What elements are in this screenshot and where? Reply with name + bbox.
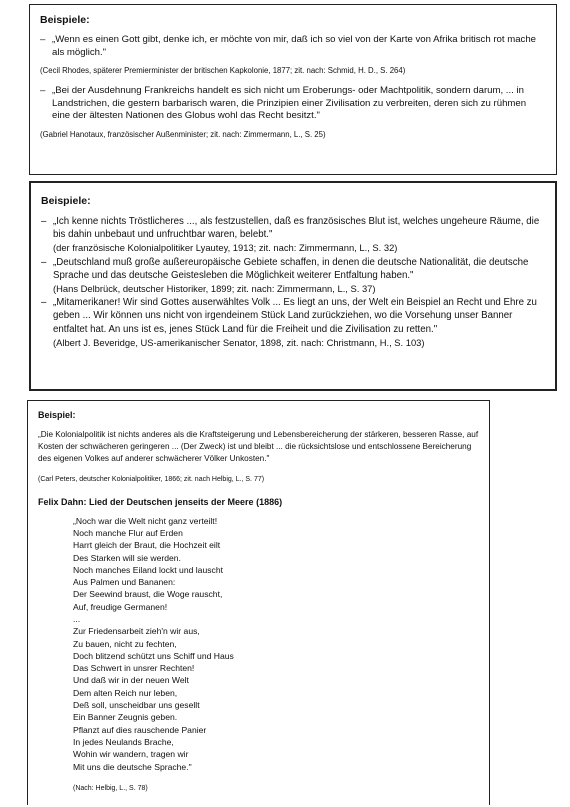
quote-text: „Ich kenne nichts Tröstlicheres ..., als festzustellen, daß es französisches Blut ist, welches ungeheure Räume, die bis dahin unbebaut und unfruchtbar waren, belebt."	[53, 216, 540, 241]
dash: –	[41, 256, 47, 268]
poem-line: Des Starken will sie werden.	[73, 552, 181, 563]
dash: –	[40, 85, 46, 96]
examples-box-2	[29, 181, 557, 391]
poem-source: (Nach: Helbig, L., S. 78)	[73, 784, 148, 792]
poem-line: Noch manche Flur auf Erden	[73, 527, 183, 538]
quote-text: „Mitamerikaner! Wir sind Gottes auserwähltes Volk ... Es liegt an uns, der Welt ein Beispiel an Recht und Ehre zu geben ... Wir können uns nicht von irgendeinem Stück Land zurückziehen, wo die Vorsehung unser Banner entfaltet hat. An uns ist es, jenes Stück Land für die Freiheit und die Zivilisation zu retten."	[53, 297, 537, 335]
poem-line: Der Seewind braust, die Woge rauscht,	[73, 589, 223, 600]
poem	[38, 515, 479, 773]
box3-quote-peters: „Die Kolonialpolitik ist nichts anderes als die Kraftsteigerung und Lebensbereicherung der stärkeren, besseren Rasse, auf Kosten der schwächeren geringeren ... (Der Zweck) ist und bleibt ... die rücksichtslose und entschlossene Bereicherung des eigenen Volkes auf anderer schwächerer Völker Unkosten."	[38, 430, 479, 464]
song-title: Felix Dahn: Lied der Deutschen jenseits der Meere (1886)	[38, 496, 283, 507]
box1-quote-hanotaux	[40, 85, 546, 123]
dash: –	[40, 34, 46, 45]
poem-line: Ein Banner Zeugnis geben.	[73, 712, 178, 723]
box3-heading: Beispiel:	[38, 410, 76, 420]
box1-source-rhodes: (Cecil Rhodes, späterer Premierminister der britischen Kapkolonie, 1877; zit. nach: Schmid, H. D., S. 264)	[40, 66, 406, 75]
poem-line: Noch manches Eiland lockt und lauscht	[73, 564, 223, 575]
box2-quote-lyautey	[41, 215, 545, 256]
box1-heading: Beispiele:	[40, 14, 90, 26]
poem-line: Das Schwert in unsrer Rechten!	[73, 663, 195, 674]
dash: –	[41, 297, 47, 309]
poem-line: Zur Friedensarbeit zieh'n wir aus,	[73, 626, 200, 637]
poem-line: ...	[73, 613, 81, 624]
poem-line: Dem alten Reich nur leben,	[73, 687, 178, 698]
poem-line: Pflanzt auf dies rauschende Panier	[73, 724, 207, 735]
quote-text: „Wenn es einen Gott gibt, denke ich, er möchte von mir, daß ich so viel von der Karte von Afrika britisch rot mache als möglich."	[52, 34, 537, 58]
poem-line: Zu bauen, nicht zu fechten,	[73, 638, 177, 649]
source-text: (Albert J. Beveridge, US-amerikanischer Senator, 1898, zit. nach: Christmann, H., S. 103)	[53, 336, 425, 348]
quote-text: „Deutschland muß große außereuropäische Gebiete schaffen, in denen die deutsche Nationalität, die deutsche Sprache und das deutsche Geistesleben die Möglichkeit weiterer Entfaltung haben."	[53, 256, 529, 281]
poem-line: Wohin wir wandern, tragen wir	[73, 749, 189, 760]
poem-line: Doch blitzend schützt uns Schiff und Haus	[73, 650, 234, 661]
box1-quote-rhodes	[40, 34, 546, 59]
quote-text: „Bei der Ausdehnung Frankreichs handelt es sich nicht um Eroberungs- oder Machtpolitik, sondern darum, ... in Landstrichen, die gestern barbarisch waren, die Prinzipien einer Zivilisation zu verbreiten, deren sich zu rühmen eine der ältesten Nationen des Globus wohl das Recht besitzt."	[52, 85, 527, 121]
example-box-3	[27, 400, 490, 805]
box2-quote-delbrueck	[41, 256, 545, 297]
poem-line: Aus Palmen und Bananen:	[73, 577, 176, 588]
examples-box-1	[29, 4, 557, 175]
poem-line: Und daß wir in der neuen Welt	[73, 675, 189, 686]
box3-source-peters: (Carl Peters, deutscher Kolonialpolitiker, 1866; zit. nach Helbig, L., S. 77)	[38, 475, 265, 483]
box2-quote-beveridge	[41, 296, 545, 350]
poem-line: Mit uns die deutsche Sprache."	[73, 761, 192, 772]
poem-line: Auf, freudige Germanen!	[73, 601, 168, 612]
box2-heading: Beispiele:	[41, 195, 91, 207]
poem-line: Deß soll, unscheidbar uns gesellt	[73, 700, 200, 711]
poem-line: „Noch war die Welt nicht ganz verteilt!	[73, 515, 218, 526]
dash: –	[41, 216, 47, 227]
source-text: (der französische Kolonialpolitiker Lyautey, 1913; zit. nach: Zimmermann, L., S. 32)	[53, 242, 398, 254]
box1-source-hanotaux: (Gabriel Hanotaux, französischer Außenminister; zit. nach: Zimmermann, L., S. 25)	[40, 129, 326, 139]
poem-line: In jedes Neulands Brache,	[73, 736, 174, 747]
poem-line: Harrt gleich der Braut, die Hochzeit eilt	[73, 540, 221, 551]
source-text: (Hans Delbrück, deutscher Historiker, 1899; zit. nach: Zimmermann, L., S. 37)	[53, 283, 376, 295]
